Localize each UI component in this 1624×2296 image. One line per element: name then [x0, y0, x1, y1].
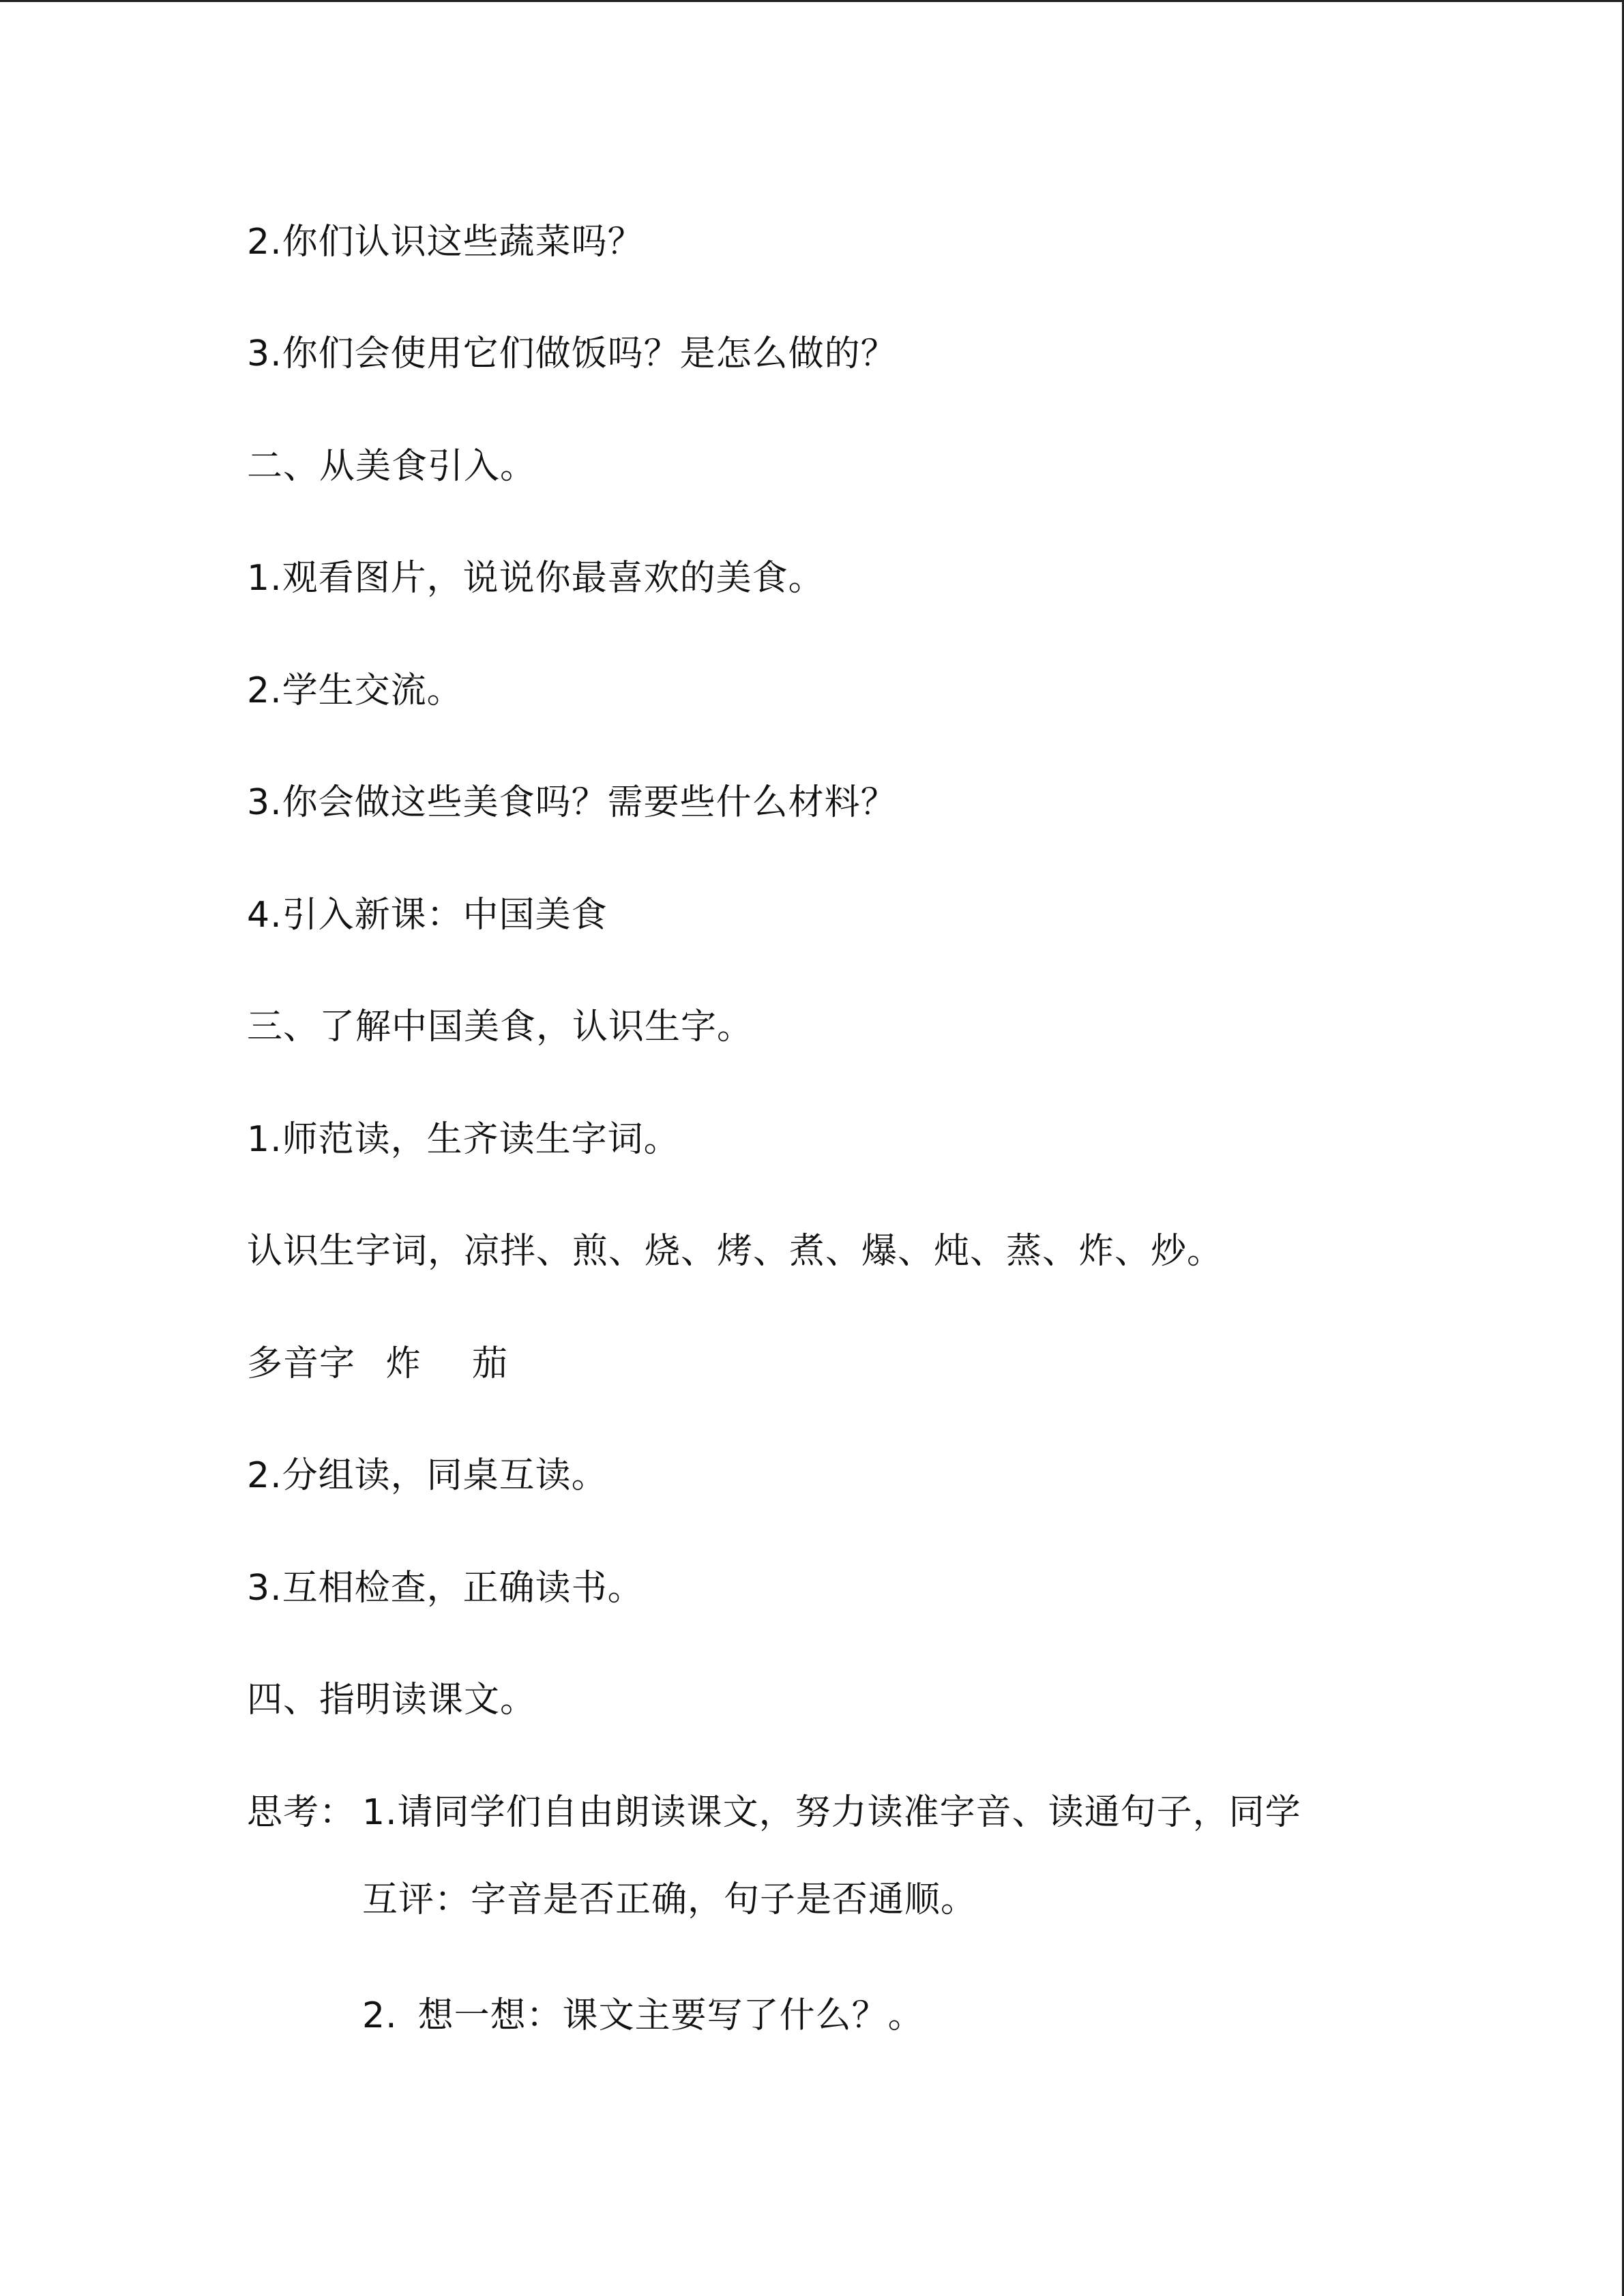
section-heading: 二、从美食引入。: [247, 446, 537, 487]
text-line: 认识生字词，凉拌、煎、烧、烤、煮、爆、炖、蒸、炸、炒。: [247, 1231, 1224, 1272]
text-line: 3.互相检查，正确读书。: [247, 1568, 644, 1609]
thinking-item-2: [362, 1995, 924, 2036]
polyphonic-char: 茄: [472, 1343, 509, 1384]
text-line: 3.你会做这些美食吗？需要些什么材料？: [247, 782, 897, 823]
thinking-label: 思考：: [247, 1792, 356, 1833]
thinking-item-2-text: 想一想：课文主要写了什么？。: [417, 1995, 924, 2036]
text-line: 1.观看图片，说说你最喜欢的美食。: [247, 558, 825, 599]
thinking-item-1-line-2: 互评：字音是否正确，句子是否通顺。: [362, 1879, 977, 1920]
polyphonic-char: 炸: [385, 1343, 422, 1384]
thinking-item-1-line-1: 1.请同学们自由朗读课文，努力读准字音、读通句子，同学: [362, 1792, 1301, 1833]
text-line: 3.你们会使用它们做饭吗？是怎么做的？: [247, 333, 897, 374]
polyphonic-label: 多音字: [247, 1343, 356, 1384]
text-line: 2.你们认识这些蔬菜吗？: [247, 222, 644, 263]
thinking-item-2-number: 2.: [362, 1995, 398, 2036]
section-heading: 四、指明读课文。: [247, 1680, 537, 1720]
text-line: 2.分组读，同桌互读。: [247, 1455, 608, 1496]
text-line: 2.学生交流。: [247, 670, 463, 711]
text-line: 4.引入新课：中国美食: [247, 895, 608, 936]
section-heading: 三、了解中国美食，认识生字。: [247, 1007, 754, 1047]
text-line: 1.师范读，生齐读生字词。: [247, 1119, 680, 1160]
polyphonic-line: [247, 1343, 508, 1384]
